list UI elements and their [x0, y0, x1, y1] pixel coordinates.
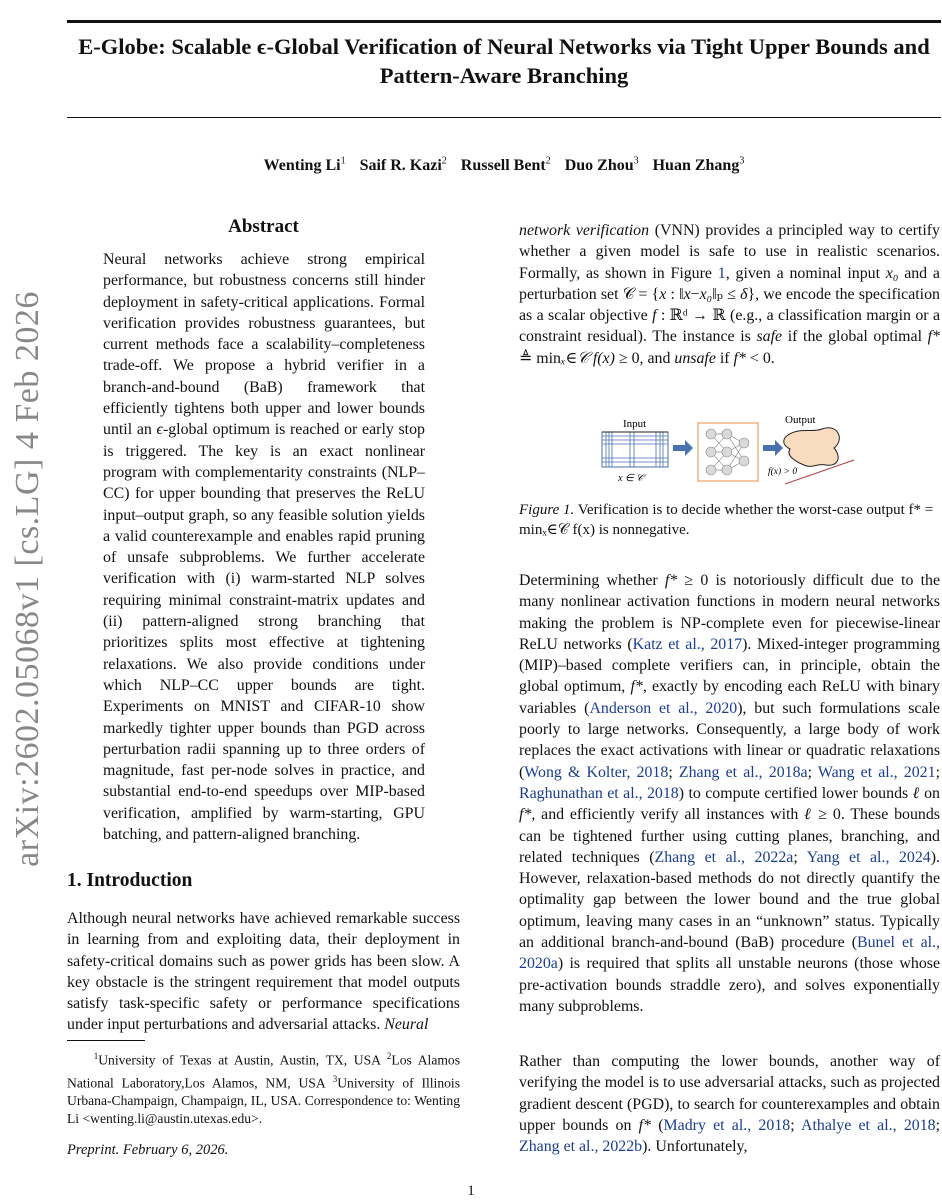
author-name: Huan Zhang: [652, 157, 740, 175]
footnote-affiliation-3: University of Illinois Urbana-Champaign, Champaign, IL, USA. Correspondence to: Wenting Li <wenting.li@austin.utexas.edu>.: [67, 1075, 460, 1127]
italic-text: Neural: [384, 1016, 429, 1034]
text-segment: }, we encode the specification as a scalar objective: [519, 285, 940, 325]
neural-network-icon: [698, 423, 758, 481]
text-segment: ≥ 0, and: [614, 349, 675, 367]
author: [461, 157, 551, 174]
italic-text: x: [683, 285, 691, 303]
arrow-right-icon: [673, 440, 693, 456]
text-segment: Determining whether: [519, 572, 665, 589]
text-segment: ≥ 0 is notoriously difficult due to the many nonlinear activation functions in modern neural networks making the problem is NP-complete even for piecewise-linear ReLU networks (: [519, 572, 940, 653]
paper-title: E-Globe: Scalable ϵ-Global Verification of Neural Networks via Tight Upper Bounds and Pattern-Aware Branching: [78, 34, 930, 88]
right-paragraph-3: [519, 1051, 940, 1157]
footnote-affiliation-2: Los Alamos National Laboratory,Los Alamos, NM, USA: [67, 1052, 461, 1091]
citation-link[interactable]: Zhang et al., 2022a: [654, 848, 794, 866]
right-paragraph-2: [519, 570, 940, 1017]
affiliations-footnote: $^1$University of Texas at Austin, Austin, TX, USA $^2$Los Alamos National Laboratory,Los Alamos, NM, USA $^3$University of Illinois Urbana-Champaign, Champaign, IL, USA. Correspondence to: Wenting Li <wenting.li@austin.utexas.edu>.: [67, 1051, 461, 1127]
italic-text: f*: [638, 1116, 652, 1134]
text-segment: if the global optimal: [782, 328, 928, 346]
author-name: Russell Bent: [460, 157, 546, 175]
input-label: Input: [623, 418, 647, 430]
text-segment: ) to compute certified lower bounds: [678, 784, 913, 802]
author-affiliation: 1: [340, 156, 346, 167]
text-segment: Although neural networks have achieved remarkable success in learning from and exploiting data, their deployment in safety-critical domains such as power grids has been slow. A key obstacle is the stringent requirement that model outputs satisfy task-specific safety or performance specifications under input perturbations and adversarial attacks.: [67, 910, 460, 1034]
author-name: Duo Zhou: [564, 157, 634, 175]
text-segment: Rather than computing the lower bounds, another way of verifying the model is to use adversarial attacks, such as projected gradient descent (PGD), to search for counterexamples and obtain upper bounds on: [519, 1053, 940, 1134]
output-condition: f(x) > 0: [768, 467, 798, 477]
text-segment: ) is required that splits all unstable neurons (those whose pre-activation bounds straddle zero), and solves exponentially many subproblems.: [519, 955, 940, 1015]
italic-text: network verification: [519, 222, 650, 239]
author-name: Wenting Li: [263, 157, 341, 175]
text-segment: if: [715, 349, 734, 367]
author: [264, 157, 346, 174]
text-segment: , exactly by encoding each ReLU with binary variables (: [519, 678, 940, 717]
text-segment: ≜ min: [519, 349, 562, 367]
abstract-body: [103, 249, 425, 845]
italic-text: ℓ: [912, 784, 920, 802]
output-label: Output: [785, 414, 816, 426]
author-affiliation: 2: [545, 156, 551, 167]
section-heading-introduction: 1. Introduction: [67, 870, 193, 891]
preprint-note: Preprint. February 6, 2026.: [67, 1142, 229, 1158]
citation-link[interactable]: 1: [717, 264, 726, 282]
text-segment: Neural networks achieve strong empirical performance, but robustness concerns still hinder deployment in safety-critical applications. Formal verification provides robustness guarantees, but current methods face a scalability–completeness trade-off. We propose a hybrid verifier in a branch-and-bound (BaB) framework that efficiently tightens both upper and lower bounds until an: [103, 251, 425, 439]
italic-text: f*: [927, 328, 940, 346]
italic-text: unsafe: [674, 349, 716, 367]
citation-link[interactable]: Katz et al., 2017: [632, 635, 743, 653]
author-affiliation: 2: [441, 156, 447, 167]
abstract-heading: Abstract: [228, 216, 299, 237]
text-segment: < 0.: [745, 349, 775, 367]
text-segment: (VNN) provides a principled way to certify whether a given model is safe to use in realistic scenarios. Formally, as shown in Figure: [519, 222, 940, 282]
italic-text: f*: [630, 678, 643, 696]
italic-text: x: [659, 285, 667, 303]
abstract-paragraph: [103, 249, 425, 845]
caption-label: Figure 1.: [519, 502, 575, 518]
italic-text: f*: [733, 349, 746, 367]
italic-text: x₀: [699, 285, 713, 303]
citation-link[interactable]: Zhang et al., 2022b: [519, 1138, 643, 1156]
paragraph: [519, 1051, 940, 1157]
figure-1-diagram: [590, 405, 942, 500]
figure-1-caption: [519, 500, 940, 540]
title-rule: [67, 117, 941, 118]
text-segment: on: [919, 784, 940, 802]
author-affiliation: 3: [633, 156, 639, 167]
author: [565, 157, 639, 174]
text-segment: −: [690, 285, 700, 303]
author: [360, 157, 447, 174]
citation-link[interactable]: Madry et al., 2018: [663, 1116, 791, 1134]
citation-link[interactable]: Wong & Kolter, 2018: [524, 763, 669, 781]
text-segment: : ℝᵈ → ℝ (e.g., a classification margin or a constraint residual). The instance is: [519, 307, 940, 346]
text-segment: ;: [793, 848, 807, 866]
caption-text: Verification is to decide whether the worst-case output f* = minₓ∈𝒞 f(x) is nonnegative.: [519, 502, 934, 538]
right-paragraph-1: [519, 220, 940, 369]
text-segment: ;: [790, 1116, 801, 1134]
citation-link[interactable]: Yang et al., 2024: [806, 848, 931, 866]
text-segment: : ‖: [666, 285, 684, 303]
citation-link[interactable]: Bunel et al., 2020a: [519, 934, 940, 973]
italic-text: x₀: [885, 264, 899, 282]
citation-link[interactable]: Zhang et al., 2018a: [678, 763, 808, 781]
author-list: [67, 156, 941, 175]
italic-text: safe: [756, 328, 783, 346]
text-segment: ;: [935, 763, 940, 781]
citation-link[interactable]: Wang et al., 2021: [817, 763, 936, 781]
italic-text: f*: [519, 806, 532, 824]
text-segment: ). Unfortunately,: [642, 1138, 748, 1156]
text-segment: ;: [668, 763, 679, 781]
input-set-label: x ∈ 𝒞: [618, 473, 644, 484]
citation-link[interactable]: Raghunathan et al., 2018: [519, 784, 679, 802]
page-number: 1: [467, 1183, 475, 1199]
arrow-right-icon: [763, 440, 783, 456]
italic-text: f: [652, 307, 657, 325]
footnote-affiliation-1: University of Texas at Austin, Austin, TX, USA: [98, 1052, 387, 1068]
italic-text: f*: [664, 572, 678, 589]
italic-text: ₓ∈𝒞 f(x): [561, 349, 615, 367]
paragraph: [519, 570, 940, 1017]
text-segment: and a perturbation set 𝒞 = {: [519, 264, 940, 303]
italic-text: δ: [740, 285, 748, 303]
text-segment: , and efficiently verify all instances with: [531, 806, 805, 824]
intro-body: [67, 908, 460, 1036]
text-segment: ), but such formulations scale poorly to large networks. Consequently, a large body of work replaces the exact activations with linear or quadratic relaxations (: [519, 699, 940, 781]
top-rule: [67, 20, 941, 23]
text-segment: -global optimum is reached or early stop is triggered. The key is an exact nonlinear program with complementarity constraints (NLP–CC) for upper bounding that preserves the ReLU input–output graph, so any feasible solution yields a valid counterexample and enables rapid pruning of unsafe subproblems. We further accelerate verification with (i) warm-started NLP solves requiring minimal constraint-matrix updates and (ii) pattern-aligned strong branching that prioritizes splits most effective at tightening relaxations. We also provide conditions under which NLP–CC upper bounds are tight. Experiments on MNIST and CIFAR-10 show markedly tighter upper bounds than PGD across perturbation radii spanning up to three orders of magnitude, fast per-node solves in practice, and substantial end-to-end speedups over MIP-based verification, amplified by warm-starting, GPU batching, and pattern-aligned branching.: [103, 421, 425, 844]
text-segment: ;: [807, 763, 818, 781]
text-segment: , given a nominal input: [725, 264, 886, 282]
text-segment: (: [651, 1116, 664, 1134]
text-segment: ‖ₚ ≤: [712, 285, 741, 303]
text-segment: ≥ 0. These bounds can be tightened further using cutting planes, branching, and related techniques (: [519, 806, 940, 866]
text-segment: ;: [935, 1116, 941, 1134]
intro-paragraph: [67, 908, 460, 1036]
author-affiliation: 3: [739, 156, 745, 167]
footnote-rule: [67, 1040, 145, 1041]
citation-link[interactable]: Anderson et al., 2020: [589, 699, 738, 717]
paragraph: [519, 220, 940, 369]
input-grid-icon: [602, 418, 668, 484]
italic-text: ℓ: [804, 806, 813, 824]
author: [653, 157, 745, 174]
text-segment: ). However, relaxation-based methods do not directly quantify the optimality gap between the lower bound and the true global optimum, leaving many cases in an “unknown” status. Typically an additional branch-and-bound (BaB) procedure (: [519, 848, 940, 952]
text-segment: ). Mixed-integer programming (MIP)–based complete verifiers can, in principle, obtain the global optimum,: [519, 635, 940, 696]
author-name: Saif R. Kazi: [359, 157, 442, 175]
citation-link[interactable]: Athalye et al., 2018: [800, 1116, 936, 1134]
arxiv-identifier-stamp: arXiv:2602.05068v1 [cs.LG] 4 Feb 2026: [9, 291, 46, 867]
italic-text: ϵ: [156, 421, 163, 439]
